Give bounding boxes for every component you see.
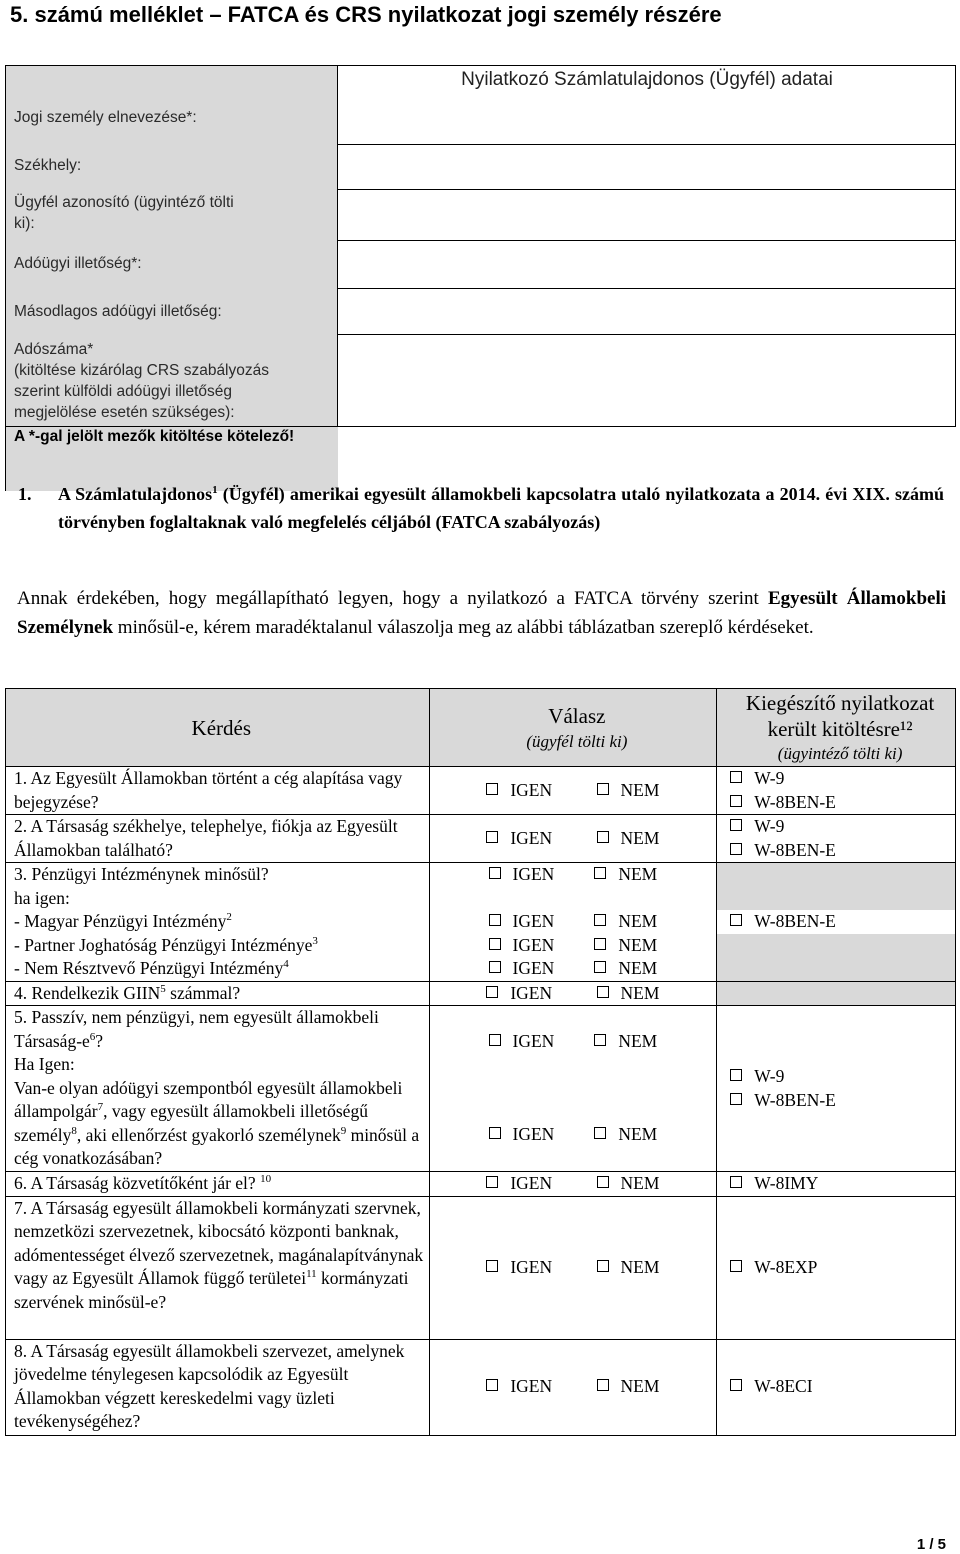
checkbox-icon [730,819,742,831]
extra-1 [717,767,956,815]
field-label-client-id: Ügyfél azonosító (ügyintéző tölti ki): [14,194,234,232]
client-id-input[interactable] [339,190,954,239]
answer-5 [429,1006,717,1172]
extra-5-w8bene[interactable]: W-8BEN-E [730,1089,955,1113]
checkbox-icon [730,843,742,855]
checkbox-icon [486,1260,498,1272]
checkbox-icon [594,1127,606,1139]
answer-4-yes[interactable]: IGEN [486,982,552,1006]
answer-8 [429,1339,717,1435]
section-1-heading: 1. A Számlatulajdonos$^1$ (Ügyfél) amerikai egyesült államokbeli kapcsolatra utaló nyilatkozata a 2014. évi XIX. számú törvényben foglaltaknak való megfelelés céljából (FATCA szabályozás) [18,484,944,532]
secondary-tax-residence-input[interactable] [339,289,954,333]
checkbox-icon [730,1260,742,1272]
checkbox-icon [489,1127,501,1139]
checkbox-icon [730,771,742,783]
checkbox-icon [730,1093,742,1105]
intro-paragraph: Annak érdekében, hogy megállapítható legyen, hogy a nyilatkozó a FATCA törvény szerint Egyesült Államokbeli Személynek minősül-e, kérem maradéktalanul válaszolja meg az alábbi táblázatban szereplő kérdéseket. [17,588,946,638]
extra-6-w8imy[interactable]: W-8IMY [730,1172,955,1196]
header-answer: Válasz (ügyfél tölti ki) [429,689,717,767]
checkbox-icon [597,986,609,998]
extra-3-w8bene[interactable]: W-8BEN-E [717,910,955,934]
question-8: 8. A Társaság egyesült államokbeli szervezet, amelynek jövedelme ténylegesen kapcsolódik az Egyesült Államokban végzett kereskedelmi vagy üzleti tevékenységéhez? [6,1339,430,1435]
answer-7-no[interactable]: NEM [597,1256,660,1280]
questions-table [5,688,956,1436]
field-label-seat: Székhely: [14,157,82,174]
checkbox-icon [486,831,498,843]
checkbox-icon [594,867,606,879]
customer-data-box [5,65,956,455]
question-3: 3. Pénzügyi Intézménynek minősül? ha igen: - Magyar Pénzügyi Intézmény$^2$ - Partner Joghatóság Pénzügyi Intézménye$^3$ - Nem Résztvevő Pénzügyi Intézmény$^4$ [6,863,430,982]
answer-1 [429,767,717,815]
extra-1-w9[interactable]: W-9 [730,767,955,791]
checkbox-icon [489,1034,501,1046]
tax-residence-input[interactable] [339,241,954,287]
extra-2-w9[interactable]: W-9 [730,815,955,839]
checkbox-icon [730,1379,742,1391]
answer-5-yes[interactable]: IGEN [489,1030,555,1054]
answer-1-no[interactable]: NEM [597,779,660,803]
checkbox-icon [486,1176,498,1188]
box-title: Nyilatkozó Számlatulajdonos (Ügyfél) adatai [461,69,833,90]
answer-6-yes[interactable]: IGEN [486,1172,552,1196]
checkbox-icon [597,1260,609,1272]
answer-1-yes[interactable]: IGEN [486,779,552,803]
extra-5-w9[interactable]: W-9 [730,1065,955,1089]
company-name-input[interactable] [339,96,954,143]
header-question: Kérdés [6,689,430,767]
answer-3c-no[interactable]: NEM [594,957,657,981]
answer-5b-no[interactable]: NEM [594,1123,657,1147]
answer-4-no[interactable]: NEM [597,982,660,1006]
field-label-tax-residence: Adóügyi illetőség*: [14,255,142,272]
mandatory-note: A *-gal jelölt mezők kitöltése kötelező! [14,428,295,445]
checkbox-icon [594,1034,606,1046]
answer-3 [429,863,717,982]
checkbox-icon [597,1379,609,1391]
checkbox-icon [489,961,501,973]
answer-2-no[interactable]: NEM [597,827,660,851]
extra-3 [717,863,956,982]
extra-1-w8bene[interactable]: W-8BEN-E [730,791,955,815]
field-label-secondary-tax-residence: Másodlagos adóügyi illetőség: [14,303,222,320]
extra-8-w8eci[interactable]: W-8ECI [730,1375,955,1399]
answer-3a-yes[interactable]: IGEN [489,910,555,934]
answer-8-yes[interactable]: IGEN [486,1375,552,1399]
answer-3a-no[interactable]: NEM [594,910,657,934]
question-1: 1. Az Egyesült Államokban történt a cég alapítása vagy bejegyzése? [6,767,430,815]
extra-7 [717,1196,956,1339]
answer-8-no[interactable]: NEM [597,1375,660,1399]
question-6: 6. A Társaság közvetítőként jár el? $^{10}$ [6,1172,430,1197]
seat-input[interactable] [339,145,954,188]
answer-7-yes[interactable]: IGEN [486,1256,552,1280]
header-extra: Kiegészítő nyilatkozat került kitöltésre¹² (ügyintéző tölti ki) [717,689,956,767]
checkbox-icon [597,831,609,843]
question-2: 2. A Társaság székhelye, telephelye, fiókja az Egyesült Államokban található? [6,815,430,863]
checkbox-icon [597,1176,609,1188]
extra-2 [717,815,956,863]
question-4: 4. Rendelkezik GIIN$^5$ számmal? [6,981,430,1006]
page-number: 1 / 5 [916,1536,946,1553]
question-5: 5. Passzív, nem pénzügyi, nem egyesült államokbeli Társaság-$e^6$? Ha Igen: Van-e olyan adóügyi szempontból egyesült államokbeli állampolgár$^7$, vagy egyesült államokbeli illetőségű személy$^8$, aki ellenőrzést gyakorló személynek$^9$ minősül a cég vonatkozásában? [6,1006,430,1172]
checkbox-icon [489,938,501,950]
extra-6 [717,1172,956,1197]
extra-2-w8bene[interactable]: W-8BEN-E [730,839,955,863]
answer-5-no[interactable]: NEM [594,1030,657,1054]
checkbox-icon [486,986,498,998]
checkbox-icon [730,1176,742,1188]
page-title: 5. számú melléklet – FATCA és CRS nyilatkozat jogi személy részére [10,2,722,27]
answer-3-yes[interactable]: IGEN [489,863,555,887]
field-label-company-name: Jogi személy elnevezése*: [14,109,197,126]
checkbox-icon [489,867,501,879]
extra-8 [717,1339,956,1435]
extra-7-w8exp[interactable]: W-8EXP [730,1256,955,1280]
checkbox-icon [486,783,498,795]
checkbox-icon [486,1379,498,1391]
answer-4 [429,981,717,1006]
checkbox-icon [730,914,742,926]
answer-6-no[interactable]: NEM [597,1172,660,1196]
checkbox-icon [597,783,609,795]
answer-6 [429,1172,717,1197]
answer-3c-yes[interactable]: IGEN [489,957,555,981]
answer-3-no[interactable]: NEM [594,863,657,887]
answer-2-yes[interactable]: IGEN [486,827,552,851]
question-7: 7. A Társaság egyesült államokbeli kormányzati szervnek, nemzetközi szervezetnek, kibocsátó központi banknak, adómentességet élvező szervezetnek, magánalapítványnak vagy az Egyesült Államok függő területei$^{11}$ kormányzati szervének minősül-e? [6,1196,430,1339]
checkbox-icon [489,914,501,926]
answer-7 [429,1196,717,1339]
answer-3b-yes[interactable]: IGEN [489,934,555,958]
answer-3b-no[interactable]: NEM [594,934,657,958]
tax-number-input[interactable] [339,335,954,425]
checkbox-icon [730,1069,742,1081]
answer-5b-yes[interactable]: IGEN [489,1123,555,1147]
checkbox-icon [594,914,606,926]
extra-4 [717,981,956,1006]
checkbox-icon [594,938,606,950]
answer-2 [429,815,717,863]
checkbox-icon [594,961,606,973]
checkbox-icon [730,795,742,807]
field-label-tax-number: Adószáma* (kitöltése kizárólag CRS szabályozás szerint külföldi adóügyi illetőség megjelölése esetén szükséges): [14,341,269,421]
extra-5 [717,1006,956,1172]
